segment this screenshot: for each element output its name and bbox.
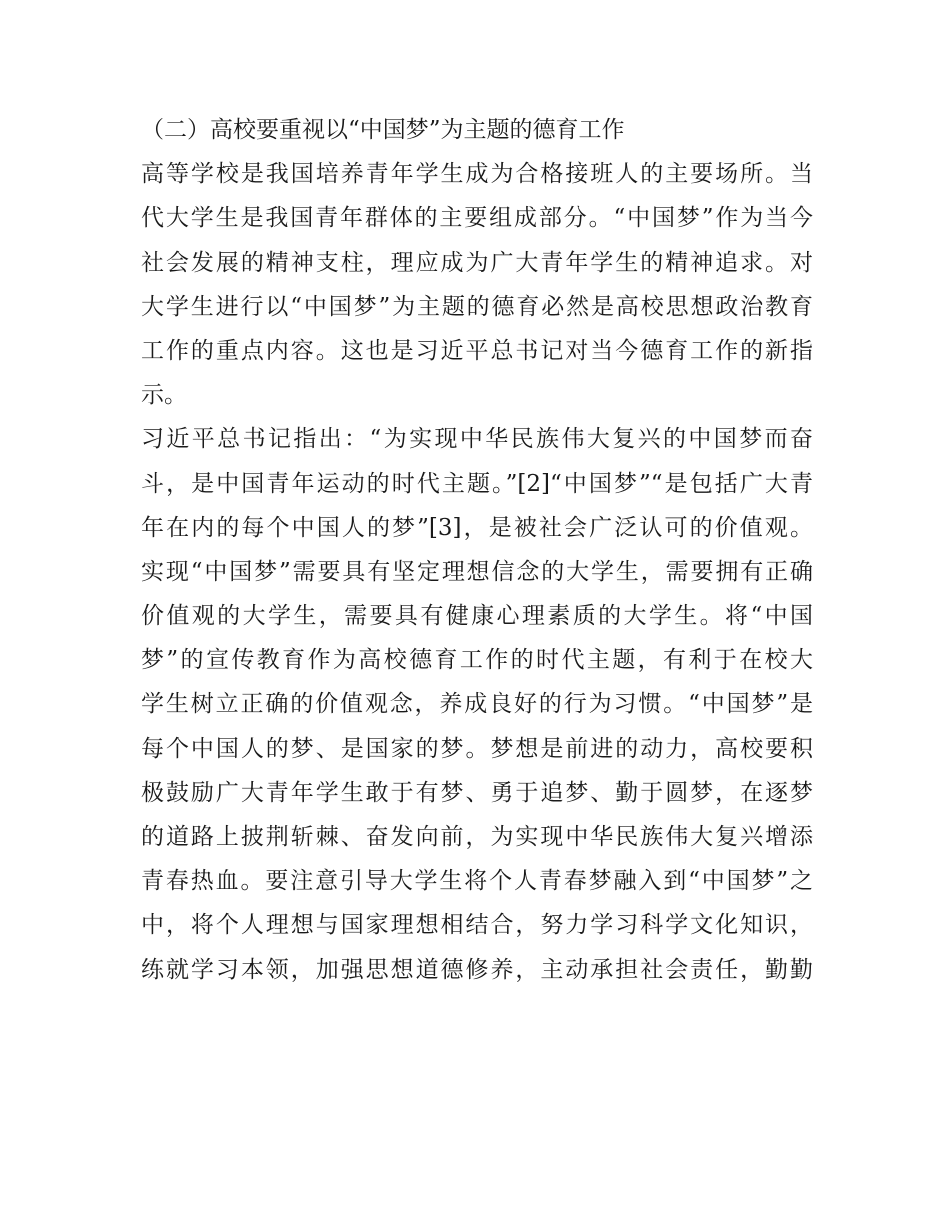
paragraph-line: 的道路上披荆斩棘、奋发向前，为实现中华民族伟大复兴增添 <box>141 824 813 850</box>
section-heading: （二）高校要重视以“中国梦”为主题的德育工作 <box>141 117 625 143</box>
paragraph-line: 习近平总书记指出：“为实现中华民族伟大复兴的中国梦而奋 <box>141 426 813 453</box>
paragraph-line: 代大学生是我国青年群体的主要组成部分。“中国梦”作为当今 <box>141 205 813 232</box>
paragraph-line: 学生树立正确的价值观念，养成良好的行为习惯。“中国梦”是 <box>141 691 813 718</box>
paragraph-line: 价值观的大学生，需要具有健康心理素质的大学生。将“中国 <box>141 603 813 630</box>
paragraph-2 <box>141 417 813 991</box>
paragraph-line: 练就学习本领，加强思想道德修养，主动承担社会责任，勤勤 <box>141 956 813 983</box>
paragraph-line: 高等学校是我国培养青年学生成为合格接班人的主要场所。当 <box>141 161 813 188</box>
paragraph-line: 每个中国人的梦、是国家的梦。梦想是前进的动力，高校要积 <box>141 735 813 762</box>
paragraph-line: 青春热血。要注意引导大学生将个人青春梦融入到“中国梦”之 <box>141 868 813 895</box>
paragraph-line: 中，将个人理想与国家理想相结合，努力学习科学文化知识， <box>141 912 813 939</box>
paragraph-line: 斗，是中国青年运动的时代主题。”[2]“中国梦”“是包括广大青 <box>141 470 813 497</box>
paragraph-line: 实现“中国梦”需要具有坚定理想信念的大学生，需要拥有正确 <box>141 558 813 585</box>
paragraph-line: 示。 <box>141 382 187 409</box>
document-body <box>141 108 813 992</box>
paragraph-line: 梦”的宣传教育作为高校德育工作的时代主题，有利于在校大 <box>141 647 813 674</box>
paragraph-line: 社会发展的精神支柱，理应成为广大青年学生的精神追求。对 <box>141 249 813 276</box>
paragraph-line: 年在内的每个中国人的梦”[3]，是被社会广泛认可的价值观。 <box>141 514 813 541</box>
paragraph-1 <box>141 152 813 417</box>
paragraph-line: 工作的重点内容。这也是习近平总书记对当今德育工作的新指 <box>141 337 813 364</box>
paragraph-line: 大学生进行以“中国梦”为主题的德育必然是高校思想政治教育 <box>141 293 813 320</box>
paragraph-line: 极鼓励广大青年学生敢于有梦、勇于追梦、勤于圆梦，在逐梦 <box>141 779 813 806</box>
